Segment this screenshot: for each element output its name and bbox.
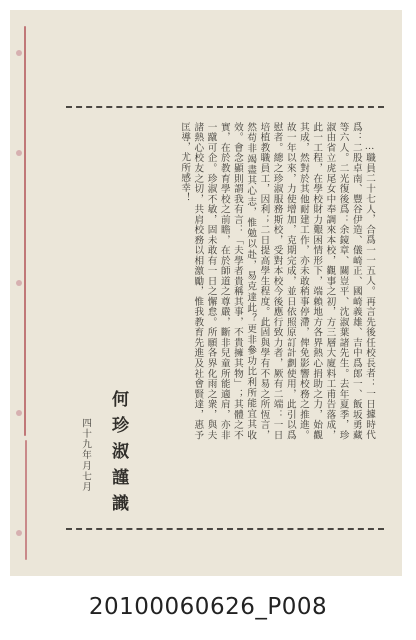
top-dashed-rule (66, 106, 384, 108)
body-paragraph: …職員二十七人，合爲一一五人。再言先後任校長者：一日據時代爲：二股卓南、豐谷伊造、儀崎正、國崎義雄、吉中爲郎一、飯坂勇藏等六人。二光復後爲：余鏡章、關豈平、沈淑葉諸先生。去年夏季，珍淑由省立虎尾女中奉調來本校，觀事之初，方三層大廈料工甫告落成，此一工程，在學校財力艱困情形下，端賴地方各界熱心捐助之力，始觀其成，然對於其他耐建工作，亦未敢稍事停滯，俾免影響校務之推進。故一年以來，力使增加，克期完成，並日依照原訂計劃使用，此引以爲慰者。總之珍淑服務斯校，受對本校今後應行致力者，厥有二端：一日培植教職員工，因利；二日提高學生程度。此固與學有不易之所恆言，然苟非竭盡其心志，惟勉以赴，易克達此？更非參功比利所能宜其收效。會念顯則謂我有言：「夫學者貴稱其事，不貴擁其物」；其體之不實，在於教育學校之前瞻，在於師道之尊嚴，斷非兒童所能適肩，亦非一蹴可企。珍淑不敏，固未敢有一日之懈怠。所願各界化雨之衆，與夫諸熱心校友之切，共肩校務以相激勵，惟我教育先進及社會賢達，惠予匡導，尤所感幸！ (179, 122, 375, 440)
binding-hole (16, 50, 22, 56)
binding-hole (16, 150, 22, 156)
document-page (10, 10, 402, 576)
binding-thread-lower (25, 440, 27, 560)
date-line: 四十九年月七月 (80, 418, 91, 493)
image-caption: 20100060626_P008 (88, 594, 328, 620)
binding-hole (16, 530, 22, 536)
binding-hole (16, 280, 22, 286)
bottom-dashed-rule (66, 528, 384, 530)
binding-thread (24, 26, 26, 436)
signature: 何珍淑謹識 (108, 390, 128, 520)
binding-hole (16, 410, 22, 416)
